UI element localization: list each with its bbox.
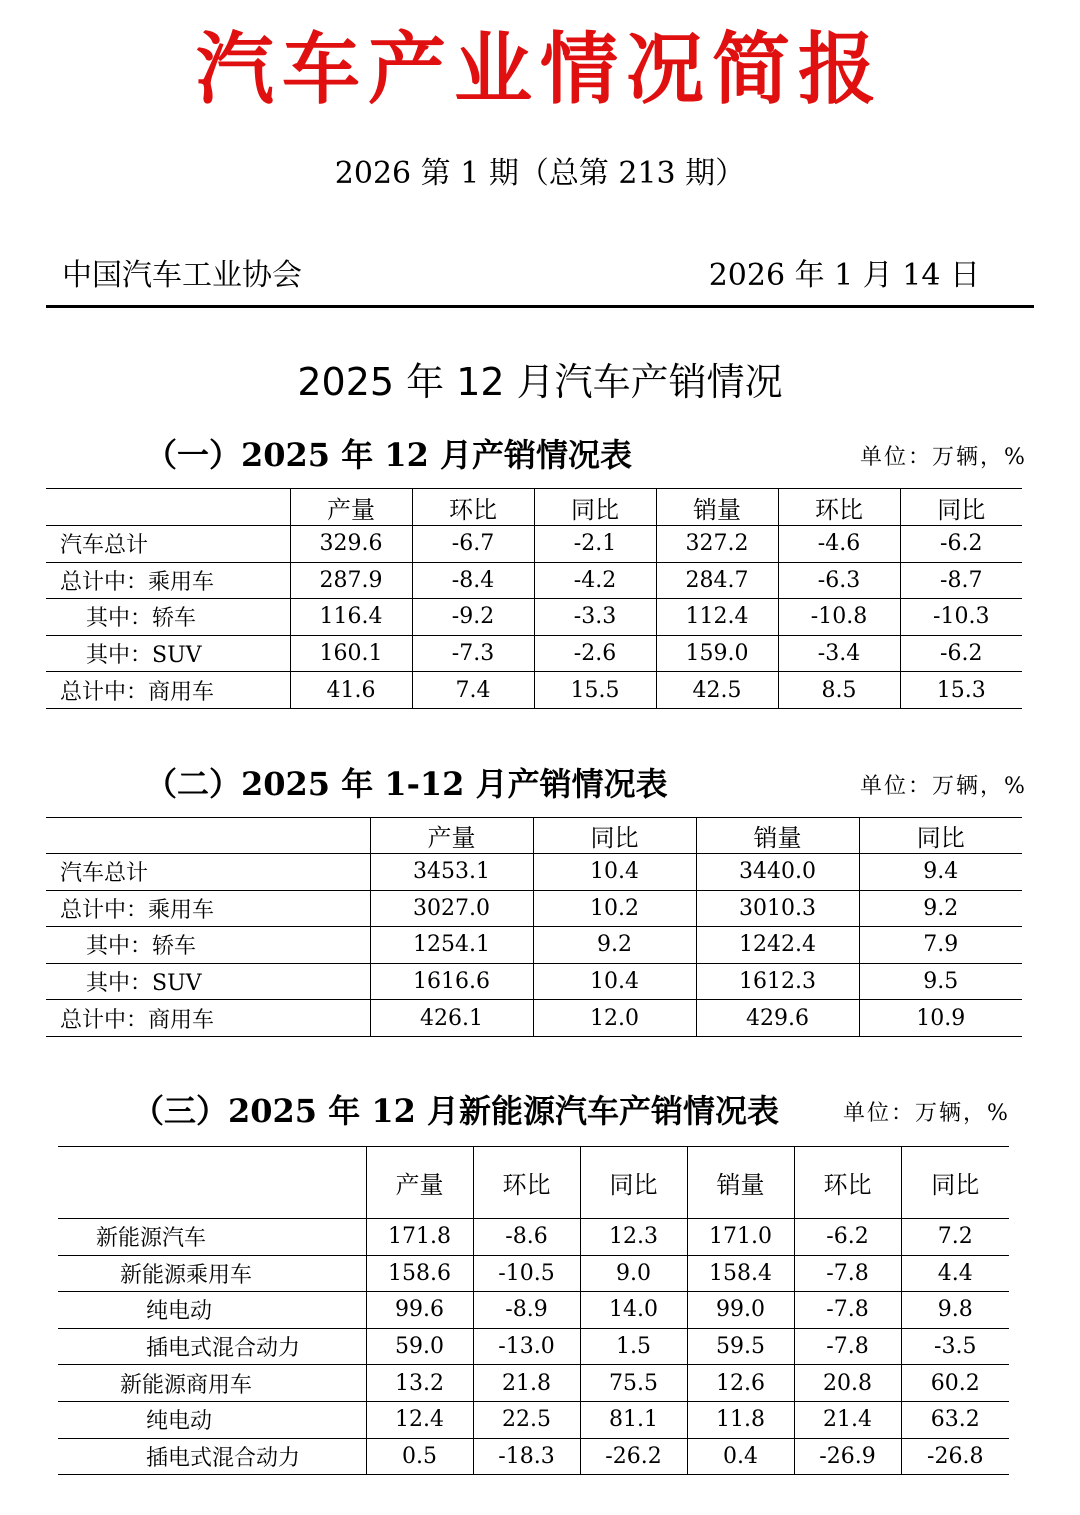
table-row bbox=[58, 1292, 1009, 1329]
value-cell: 99.0 bbox=[687, 1292, 794, 1329]
column-header: 同比 bbox=[580, 1147, 687, 1219]
value-cell: -7.8 bbox=[794, 1328, 901, 1365]
value-cell: 3453.1 bbox=[370, 854, 533, 891]
value-cell: -8.6 bbox=[473, 1219, 580, 1256]
value-cell: -7.8 bbox=[794, 1292, 901, 1329]
value-cell: 21.4 bbox=[794, 1401, 901, 1438]
value-cell: 329.6 bbox=[290, 526, 412, 563]
row-label: 插电式混合动力 bbox=[58, 1328, 366, 1365]
value-cell: -6.2 bbox=[794, 1219, 901, 1256]
value-cell: 171.8 bbox=[366, 1219, 473, 1256]
row-label: 总计中：商用车 bbox=[46, 1000, 370, 1037]
value-cell: -9.2 bbox=[412, 599, 534, 636]
table-row bbox=[58, 1255, 1009, 1292]
value-cell: -3.4 bbox=[778, 635, 900, 672]
table-row bbox=[58, 1438, 1009, 1475]
value-cell: 10.2 bbox=[533, 890, 696, 927]
value-cell: 9.4 bbox=[859, 854, 1022, 891]
table-row bbox=[46, 562, 1022, 599]
publish-date: 2026 年 1 月 14 日 bbox=[708, 258, 980, 293]
value-cell: 9.2 bbox=[533, 927, 696, 964]
value-cell: 81.1 bbox=[580, 1401, 687, 1438]
column-header: 销量 bbox=[687, 1147, 794, 1219]
value-cell: 9.2 bbox=[859, 890, 1022, 927]
row-label: 其中：SUV bbox=[46, 963, 370, 1000]
value-cell: 4.4 bbox=[901, 1255, 1009, 1292]
value-cell: 12.6 bbox=[687, 1365, 794, 1402]
value-cell: 10.4 bbox=[533, 963, 696, 1000]
table-header-row bbox=[46, 818, 1022, 854]
page-title: 2025 年 12 月汽车产销情况 bbox=[297, 360, 783, 404]
table-row bbox=[46, 927, 1022, 964]
row-label: 汽车总计 bbox=[46, 854, 370, 891]
row-label: 其中：SUV bbox=[46, 635, 290, 672]
column-header: 环比 bbox=[794, 1147, 901, 1219]
value-cell: 158.4 bbox=[687, 1255, 794, 1292]
value-cell: -26.2 bbox=[580, 1438, 687, 1475]
value-cell: 13.2 bbox=[366, 1365, 473, 1402]
column-header: 产量 bbox=[290, 489, 412, 526]
value-cell: 160.1 bbox=[290, 635, 412, 672]
value-cell: 15.3 bbox=[900, 672, 1022, 709]
value-cell: 20.8 bbox=[794, 1365, 901, 1402]
value-cell: 14.0 bbox=[580, 1292, 687, 1329]
value-cell: -7.8 bbox=[794, 1255, 901, 1292]
value-cell: 7.9 bbox=[859, 927, 1022, 964]
publisher-name: 中国汽车工业协会 bbox=[62, 258, 302, 293]
value-cell: 1242.4 bbox=[696, 927, 859, 964]
value-cell: 8.5 bbox=[778, 672, 900, 709]
value-cell: 3010.3 bbox=[696, 890, 859, 927]
row-label: 总计中：商用车 bbox=[46, 672, 290, 709]
annual-sales-table bbox=[46, 817, 1022, 1037]
value-cell: -6.3 bbox=[778, 562, 900, 599]
value-cell: 3027.0 bbox=[370, 890, 533, 927]
table-row bbox=[46, 526, 1022, 563]
row-label: 总计中：乘用车 bbox=[46, 890, 370, 927]
table-row bbox=[46, 963, 1022, 1000]
table-row bbox=[46, 599, 1022, 636]
value-cell: -4.2 bbox=[534, 562, 656, 599]
header-corner-cell bbox=[58, 1147, 366, 1219]
value-cell: 59.5 bbox=[687, 1328, 794, 1365]
value-cell: -6.2 bbox=[900, 526, 1022, 563]
row-label: 总计中：乘用车 bbox=[46, 562, 290, 599]
table-3-unit: 单位：万辆，% bbox=[843, 1101, 1010, 1126]
value-cell: 0.4 bbox=[687, 1438, 794, 1475]
column-header: 销量 bbox=[696, 818, 859, 854]
row-label: 汽车总计 bbox=[46, 526, 290, 563]
table-2-unit: 单位：万辆，% bbox=[860, 774, 1027, 799]
table-row bbox=[46, 854, 1022, 891]
value-cell: 99.6 bbox=[366, 1292, 473, 1329]
column-header: 同比 bbox=[533, 818, 696, 854]
value-cell: -8.7 bbox=[900, 562, 1022, 599]
table-row bbox=[46, 1000, 1022, 1037]
value-cell: 21.8 bbox=[473, 1365, 580, 1402]
table-row bbox=[58, 1365, 1009, 1402]
value-cell: 10.9 bbox=[859, 1000, 1022, 1037]
value-cell: 1.5 bbox=[580, 1328, 687, 1365]
value-cell: 7.2 bbox=[901, 1219, 1009, 1256]
value-cell: 284.7 bbox=[656, 562, 778, 599]
row-label: 纯电动 bbox=[58, 1401, 366, 1438]
row-label: 插电式混合动力 bbox=[58, 1438, 366, 1475]
column-header: 同比 bbox=[534, 489, 656, 526]
value-cell: 159.0 bbox=[656, 635, 778, 672]
value-cell: 42.5 bbox=[656, 672, 778, 709]
value-cell: 426.1 bbox=[370, 1000, 533, 1037]
table-row bbox=[46, 890, 1022, 927]
value-cell: 75.5 bbox=[580, 1365, 687, 1402]
column-header: 环比 bbox=[473, 1147, 580, 1219]
value-cell: -4.6 bbox=[778, 526, 900, 563]
table-1-unit: 单位：万辆，% bbox=[860, 445, 1027, 470]
value-cell: 158.6 bbox=[366, 1255, 473, 1292]
value-cell: 7.4 bbox=[412, 672, 534, 709]
column-header: 环比 bbox=[778, 489, 900, 526]
table-row bbox=[58, 1219, 1009, 1256]
header-corner-cell bbox=[46, 489, 290, 526]
value-cell: -6.7 bbox=[412, 526, 534, 563]
value-cell: 59.0 bbox=[366, 1328, 473, 1365]
column-header: 同比 bbox=[901, 1147, 1009, 1219]
header-divider bbox=[46, 305, 1034, 308]
table-row bbox=[46, 672, 1022, 709]
table-row bbox=[58, 1401, 1009, 1438]
row-label: 新能源乘用车 bbox=[58, 1255, 366, 1292]
value-cell: 116.4 bbox=[290, 599, 412, 636]
value-cell: 12.4 bbox=[366, 1401, 473, 1438]
column-header: 销量 bbox=[656, 489, 778, 526]
value-cell: 60.2 bbox=[901, 1365, 1009, 1402]
value-cell: 15.5 bbox=[534, 672, 656, 709]
nev-sales-table bbox=[58, 1146, 1009, 1475]
row-label: 纯电动 bbox=[58, 1292, 366, 1329]
value-cell: -10.5 bbox=[473, 1255, 580, 1292]
table-row bbox=[58, 1328, 1009, 1365]
value-cell: -18.3 bbox=[473, 1438, 580, 1475]
value-cell: 112.4 bbox=[656, 599, 778, 636]
row-label: 新能源汽车 bbox=[58, 1219, 366, 1256]
value-cell: -26.8 bbox=[901, 1438, 1009, 1475]
value-cell: 3440.0 bbox=[696, 854, 859, 891]
column-header: 产量 bbox=[366, 1147, 473, 1219]
value-cell: 10.4 bbox=[533, 854, 696, 891]
row-label: 其中：轿车 bbox=[46, 599, 290, 636]
column-header: 环比 bbox=[412, 489, 534, 526]
value-cell: 9.8 bbox=[901, 1292, 1009, 1329]
value-cell: 0.5 bbox=[366, 1438, 473, 1475]
issue-number: 2026 第 1 期（总第 213 期） bbox=[334, 156, 746, 191]
value-cell: 9.0 bbox=[580, 1255, 687, 1292]
value-cell: 287.9 bbox=[290, 562, 412, 599]
value-cell: -8.4 bbox=[412, 562, 534, 599]
value-cell: 41.6 bbox=[290, 672, 412, 709]
table-2-title: （二）2025 年 1-12 月产销情况表 bbox=[145, 765, 668, 803]
table-3-title: （三）2025 年 12 月新能源汽车产销情况表 bbox=[132, 1092, 780, 1130]
value-cell: 11.8 bbox=[687, 1401, 794, 1438]
column-header: 同比 bbox=[900, 489, 1022, 526]
monthly-sales-table bbox=[46, 488, 1022, 709]
masthead-title: 汽车产业情况简报 bbox=[195, 25, 884, 115]
value-cell: -13.0 bbox=[473, 1328, 580, 1365]
column-header: 产量 bbox=[370, 818, 533, 854]
row-label: 其中：轿车 bbox=[46, 927, 370, 964]
value-cell: 1612.3 bbox=[696, 963, 859, 1000]
value-cell: -8.9 bbox=[473, 1292, 580, 1329]
value-cell: 327.2 bbox=[656, 526, 778, 563]
table-header-row bbox=[58, 1147, 1009, 1219]
value-cell: -2.1 bbox=[534, 526, 656, 563]
value-cell: 171.0 bbox=[687, 1219, 794, 1256]
value-cell: 22.5 bbox=[473, 1401, 580, 1438]
value-cell: 9.5 bbox=[859, 963, 1022, 1000]
value-cell: 63.2 bbox=[901, 1401, 1009, 1438]
value-cell: -7.3 bbox=[412, 635, 534, 672]
value-cell: -3.5 bbox=[901, 1328, 1009, 1365]
value-cell: -10.3 bbox=[900, 599, 1022, 636]
value-cell: -10.8 bbox=[778, 599, 900, 636]
value-cell: 1254.1 bbox=[370, 927, 533, 964]
value-cell: 12.0 bbox=[533, 1000, 696, 1037]
value-cell: 429.6 bbox=[696, 1000, 859, 1037]
table-1-title: （一）2025 年 12 月产销情况表 bbox=[145, 436, 633, 474]
column-header: 同比 bbox=[859, 818, 1022, 854]
value-cell: -2.6 bbox=[534, 635, 656, 672]
header-corner-cell bbox=[46, 818, 370, 854]
table-row bbox=[46, 635, 1022, 672]
value-cell: 12.3 bbox=[580, 1219, 687, 1256]
value-cell: -6.2 bbox=[900, 635, 1022, 672]
value-cell: -26.9 bbox=[794, 1438, 901, 1475]
value-cell: -3.3 bbox=[534, 599, 656, 636]
table-header-row bbox=[46, 489, 1022, 526]
row-label: 新能源商用车 bbox=[58, 1365, 366, 1402]
value-cell: 1616.6 bbox=[370, 963, 533, 1000]
